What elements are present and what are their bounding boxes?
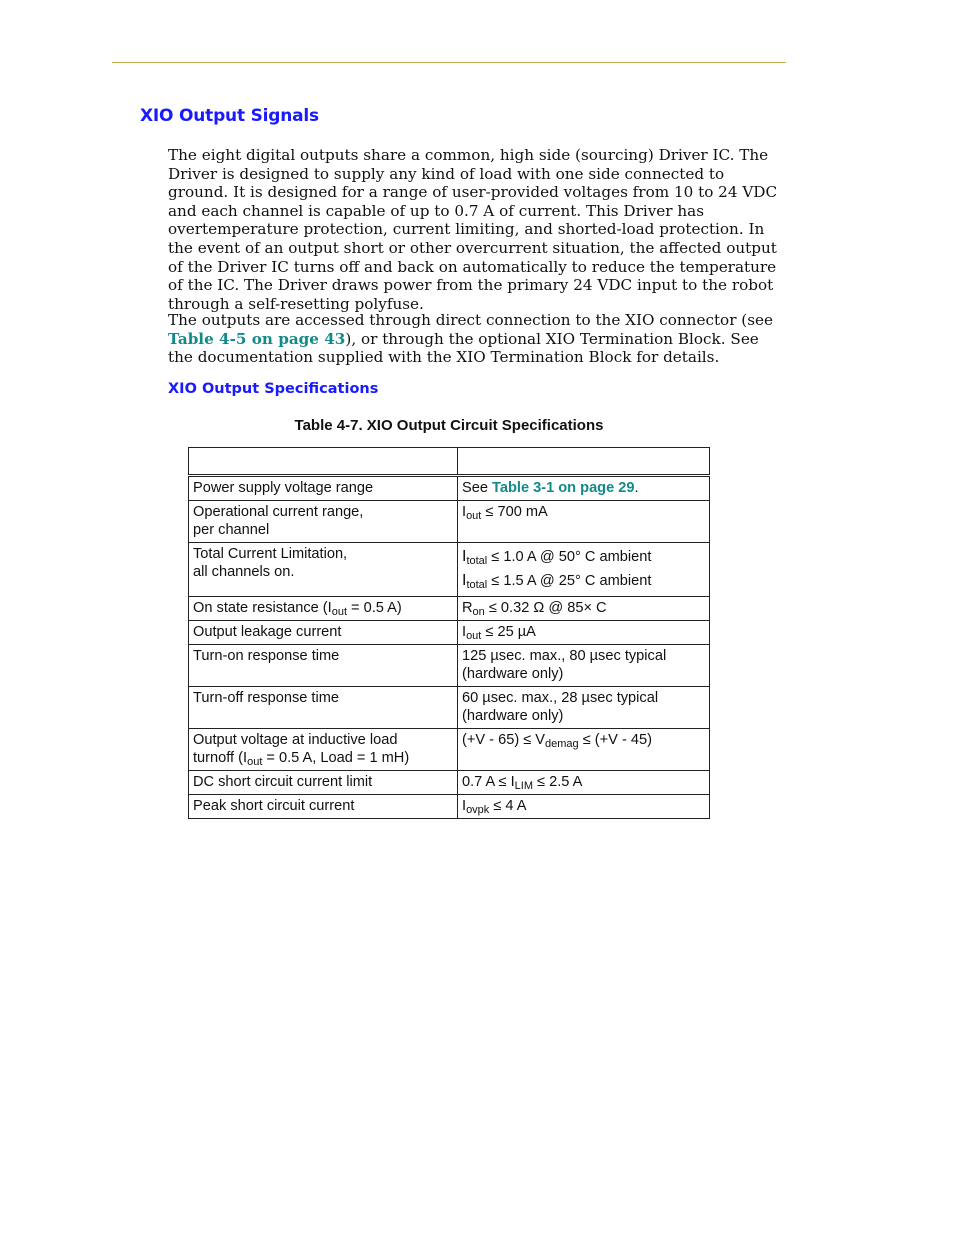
value-text: ≤ 1.5 A @ 25° C ambient xyxy=(487,573,652,589)
header-cell xyxy=(189,448,458,476)
value-cell xyxy=(458,621,710,645)
parameter-text: = 0.5 A) xyxy=(347,600,402,616)
parameter-cell: Power supply voltage range xyxy=(189,476,458,501)
paragraph-outputs-access xyxy=(168,311,786,367)
symbol: I xyxy=(462,504,467,520)
table-row xyxy=(189,597,710,621)
subsection-heading: XIO Output Specifications xyxy=(168,381,379,397)
value-cell xyxy=(458,543,710,597)
value-cell xyxy=(458,476,710,501)
parameter-line: per channel xyxy=(193,522,270,538)
value-text: ≤ 2.5 A xyxy=(532,774,583,790)
table-row xyxy=(189,729,710,771)
subscript: out xyxy=(247,756,263,768)
value-line: (hardware only) xyxy=(462,708,564,724)
table-row xyxy=(189,645,710,687)
value-text: ≤ 25 µA xyxy=(481,624,536,640)
parameter-cell xyxy=(189,597,458,621)
parameter-text: = 0.5 A, Load = 1 mH) xyxy=(262,750,410,766)
specifications-table xyxy=(188,447,710,819)
table-row xyxy=(189,476,710,501)
subscript: on xyxy=(472,606,485,618)
table-4-5-link[interactable]: Table 4-5 on page 43 xyxy=(168,329,346,348)
value-cell xyxy=(458,687,710,729)
parameter-cell: Output leakage current xyxy=(189,621,458,645)
subscript: total xyxy=(466,555,488,567)
symbol: I xyxy=(462,798,467,814)
paragraph-text: ), or through the optional XIO Termination Block. See the documentation supplied with the XIO Termination Block for details. xyxy=(168,329,759,367)
table-row xyxy=(189,687,710,729)
table-header-row xyxy=(189,448,710,476)
value-text: 0.7 A ≤ I xyxy=(462,774,515,790)
parameter-cell xyxy=(189,543,458,597)
parameter-text: turnoff (I xyxy=(193,750,248,766)
parameter-cell xyxy=(189,729,458,771)
subscript: out xyxy=(466,510,482,522)
table-row xyxy=(189,621,710,645)
value-text: See xyxy=(462,480,493,496)
table-caption: Table 4-7. XIO Output Circuit Specifications xyxy=(294,417,604,434)
value-text: ≤ 700 mA xyxy=(481,504,548,520)
table-3-1-link[interactable]: Table 3-1 on page 29 xyxy=(492,480,635,496)
subscript: ovpk xyxy=(466,804,490,816)
header-cell xyxy=(458,448,710,476)
table-row xyxy=(189,501,710,543)
value-cell xyxy=(458,729,710,771)
table-row xyxy=(189,543,710,597)
subscript: out xyxy=(331,606,347,618)
value-line: (hardware only) xyxy=(462,666,564,682)
value-text: (+V - 65) ≤ V xyxy=(462,732,546,748)
paragraph-text: The outputs are accessed through direct connection to the XIO connector (see xyxy=(168,311,773,329)
symbol: I xyxy=(462,548,467,565)
value-text: ≤ 0.32 Ω @ 85× C xyxy=(484,600,607,616)
parameter-line: Output voltage at inductive load xyxy=(193,732,398,748)
symbol: I xyxy=(462,624,467,640)
parameter-line: Total Current Limitation, xyxy=(193,546,348,562)
parameter-line xyxy=(193,749,453,767)
subscript: LIM xyxy=(514,780,533,792)
value-text: ≤ (+V - 45) xyxy=(578,732,652,748)
value-line: 125 µsec. max., 80 µsec typical xyxy=(462,648,667,664)
value-text: . xyxy=(634,480,639,496)
parameter-text: On state resistance (I xyxy=(193,600,332,616)
parameter-line: Operational current range, xyxy=(193,504,364,520)
parameter-cell: DC short circuit current limit xyxy=(189,771,458,795)
value-cell xyxy=(458,645,710,687)
paragraph-outputs-description: The eight digital outputs share a common, high side (sourcing) Driver IC. The Driver is designed to supply any kind of load with one side connected to ground. It is designed for a range of user-provided voltages from 10 to 24 VDC and each channel is capable of up to 0.7 A of current. This Driver has overtemperature protection, current limiting, and shorted-load protection. In the event of an output short or other overcurrent situation, the affected output of the Driver IC turns off and back on automatically to reduce the temperature of the IC. The Driver draws power from the primary 24 VDC input to the robot through a self-resetting polyfuse. xyxy=(168,146,778,313)
subscript: out xyxy=(466,630,482,642)
table-row xyxy=(189,771,710,795)
parameter-cell: Turn-on response time xyxy=(189,645,458,687)
parameter-cell: Turn-off response time xyxy=(189,687,458,729)
symbol: R xyxy=(462,600,473,616)
subscript: demag xyxy=(545,738,579,750)
table-row xyxy=(189,795,710,819)
value-text: ≤ 4 A xyxy=(489,798,527,814)
subscript: total xyxy=(466,579,488,591)
value-cell xyxy=(458,771,710,795)
symbol: I xyxy=(462,572,467,589)
value-line: 60 µsec. max., 28 µsec typical xyxy=(462,690,659,706)
value-text: ≤ 1.0 A @ 50° C ambient xyxy=(487,549,652,565)
value-cell xyxy=(458,501,710,543)
parameter-cell: Peak short circuit current xyxy=(189,795,458,819)
header-rule xyxy=(112,62,786,63)
section-heading: XIO Output Signals xyxy=(140,106,319,126)
value-cell xyxy=(458,597,710,621)
parameter-line: all channels on. xyxy=(193,564,295,580)
parameter-cell xyxy=(189,501,458,543)
value-cell xyxy=(458,795,710,819)
